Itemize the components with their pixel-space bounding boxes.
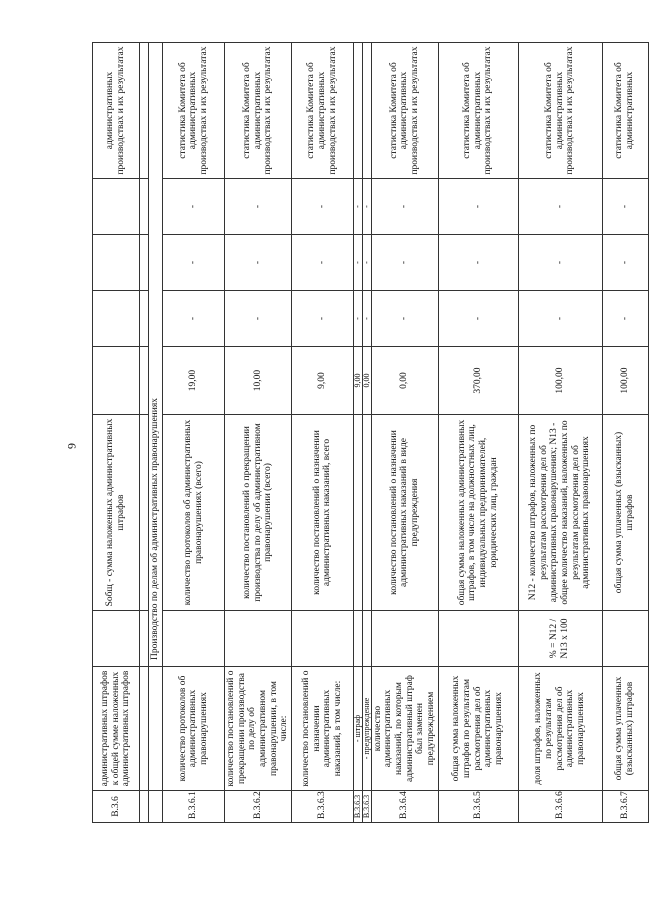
row-c3: - (163, 179, 225, 235)
row-c2: - (225, 235, 292, 291)
row-c1: - (518, 291, 602, 347)
row-description: количество постановлений о назначении административных наказаний в виде предупреждения (371, 415, 438, 611)
table-row (291, 43, 353, 823)
spacer-cell (140, 291, 149, 347)
row-c2: - (602, 235, 648, 291)
spacer-cell (140, 347, 149, 415)
row-code: В.3.6.3 (362, 791, 371, 823)
row-source (362, 43, 371, 179)
row-c1: - (353, 291, 362, 347)
table-row (93, 43, 140, 823)
row-c1: - (225, 291, 292, 347)
spacer-cell (140, 791, 149, 823)
row-name: административных штрафов к общей сумме наложенных административных штрафов (93, 667, 140, 791)
row-name: количество протоколов об административных правонарушениях (163, 667, 225, 791)
row-formula (371, 611, 438, 667)
rotated-table-frame (92, 43, 635, 823)
spacer-cell (140, 179, 149, 235)
row-c3: - (225, 179, 292, 235)
row-formula (438, 611, 518, 667)
row-c1 (93, 291, 140, 347)
table-row (225, 43, 292, 823)
row-c2: - (163, 235, 225, 291)
row-c3: - (602, 179, 648, 235)
row-formula (602, 611, 648, 667)
row-c1: - (438, 291, 518, 347)
row-source: статистика Комитета об административных производствах и их результатах (291, 43, 353, 179)
table-container (92, 43, 635, 823)
row-code: В.3.6.3 (353, 791, 362, 823)
row-code: В.3.6.2 (225, 791, 292, 823)
row-name: количество постановлений о прекращении производства по делу об административном правонарушении, в том числе: (225, 667, 292, 791)
row-value: 9,00 (353, 347, 362, 415)
indicators-table (92, 42, 649, 823)
table-row (371, 43, 438, 823)
row-description: количество протоколов об административных правонарушениях (всего) (163, 415, 225, 611)
row-source: статистика Комитета об административных (602, 43, 648, 179)
row-code: В.3.6.3 (291, 791, 353, 823)
row-c2: - (438, 235, 518, 291)
row-code: В.3.6.6 (518, 791, 602, 823)
row-c2: - (371, 235, 438, 291)
row-source (353, 43, 362, 179)
table-row (602, 43, 648, 823)
row-description: N12 - количество штрафов, наложенных по результатам рассмотрения дел об административных правонарушениях; N13 - общее количество наказаний, наложенных по результатам рассмотрения дел об административных правонарушениях (518, 415, 602, 611)
row-description: количество постановлений о назначении административных наказаний, всего (291, 415, 353, 611)
table-row (438, 43, 518, 823)
row-c1: - (163, 291, 225, 347)
row-formula (291, 611, 353, 667)
row-c1: - (371, 291, 438, 347)
row-source: статистика Комитета об административных производствах и их результатах (163, 43, 225, 179)
row-value: 19,00 (163, 347, 225, 415)
row-formula (163, 611, 225, 667)
row-value: 9,00 (291, 347, 353, 415)
row-name: общая сумма наложенных штрафов по результатам рассмотрения дел об административных правонарушениях (438, 667, 518, 791)
row-name: доля штрафов, наложенных по результатам рассмотрения дел об административных правонарушениях (518, 667, 602, 791)
row-value: 100,00 (602, 347, 648, 415)
spacer-cell (149, 667, 163, 791)
spacer-cell (140, 611, 149, 667)
row-source: статистика Комитета об административных производствах и их результатах (371, 43, 438, 179)
row-formula (93, 611, 140, 667)
row-description (353, 415, 362, 611)
row-formula (362, 611, 371, 667)
row-c2: - (362, 235, 371, 291)
row-name: количество постановлений о назначении административных наказаний, в том числе: (291, 667, 353, 791)
row-c2 (93, 235, 140, 291)
section-title: Производство по делам об административных правонарушениях (149, 43, 163, 667)
table-row (518, 43, 602, 823)
spacer-cell (140, 415, 149, 611)
row-description: Sобщ - сумма наложенных административных штрафов (93, 415, 140, 611)
row-c3: - (438, 179, 518, 235)
row-c3: - (353, 179, 362, 235)
row-name: количество административных наказаний, по которым административный штраф был заменен предупреждением (371, 667, 438, 791)
row-c3: - (371, 179, 438, 235)
row-value: 0,00 (362, 347, 371, 415)
spacer-cell (149, 791, 163, 823)
row-code: В.3.6.4 (371, 791, 438, 823)
row-c3 (93, 179, 140, 235)
row-c2: - (353, 235, 362, 291)
row-c1: - (362, 291, 371, 347)
row-name: - штраф (353, 667, 362, 791)
row-name: - предупреждение (362, 667, 371, 791)
page-number: 6 (65, 443, 79, 449)
row-formula: % = N12 / N13 x 100 (518, 611, 602, 667)
row-c2: - (291, 235, 353, 291)
row-c3: - (362, 179, 371, 235)
row-source: статистика Комитета об административных производствах и их результатах (225, 43, 292, 179)
row-c2: - (518, 235, 602, 291)
row-description: количество постановлений о прекращении производства по делу об административном правонарушении (всего) (225, 415, 292, 611)
row-c1: - (291, 291, 353, 347)
row-name: общая сумма уплаченных (взысканных) штрафов (602, 667, 648, 791)
row-value: 10,00 (225, 347, 292, 415)
row-c1: - (602, 291, 648, 347)
row-c3: - (518, 179, 602, 235)
row-formula (225, 611, 292, 667)
row-value: 100,00 (518, 347, 602, 415)
row-source: статистика Комитета об административных производствах и их результатах (438, 43, 518, 179)
row-c3: - (291, 179, 353, 235)
row-code: В.3.6.5 (438, 791, 518, 823)
row-code: В.3.6 (93, 791, 140, 823)
spacer-cell (140, 667, 149, 791)
row-value: 0,00 (371, 347, 438, 415)
row-code: В.3.6.7 (602, 791, 648, 823)
row-description: общая сумма наложенных административных штрафов, в том числе на должностных лиц, индивидуальных предпринимателей, юридических лиц, граждан (438, 415, 518, 611)
spacer-row (140, 43, 149, 823)
row-formula (353, 611, 362, 667)
row-code: В.3.6.1 (163, 791, 225, 823)
row-source: административных производствах и их результатах (93, 43, 140, 179)
row-description (362, 415, 371, 611)
table-row (163, 43, 225, 823)
section-row (149, 43, 163, 823)
row-value (93, 347, 140, 415)
table-row (353, 43, 362, 823)
spacer-cell (140, 43, 149, 179)
row-value: 370,00 (438, 347, 518, 415)
row-description: общая сумма уплаченных (взысканных) штрафов (602, 415, 648, 611)
row-source: статистика Комитета об административных производствах и их результатах (518, 43, 602, 179)
spacer-cell (140, 235, 149, 291)
table-row (362, 43, 371, 823)
